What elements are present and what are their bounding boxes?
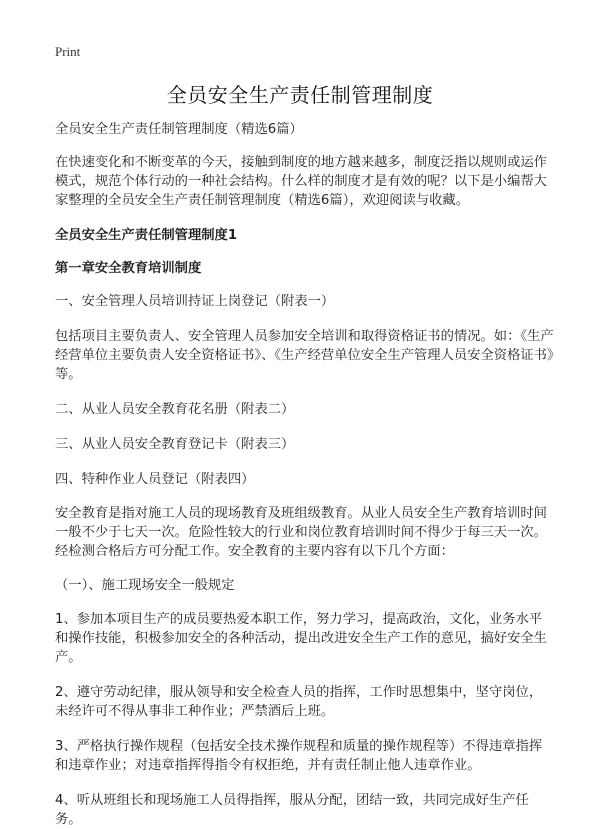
section-heading: 第一章安全教育培训制度 — [55, 261, 202, 276]
body-paragraph: 2、遵守劳动纪律，服从领导和安全检查人员的指挥，工作时思想集中，坚守岗位，未经许可不得从事非工种作业；严禁酒后上班。 — [55, 685, 543, 719]
document-body — [55, 120, 555, 829]
body-paragraph: 安全教育是指对施工人员的现场教育及班组级教育。从业人员安全生产教育培训时间一般不少于七天一次。危险性较大的行业和岗位教育培训时间不得少于每三天一次。经检测合格后方可分配工作。安全教育的主要内容有以下几个方面： — [55, 506, 547, 559]
print-link[interactable]: Print — [55, 44, 81, 59]
body-paragraph: 1、参加本项目生产的成员要热爱本职工作，努力学习，提高政治，文化，业务水平和操作技能，积极参加安全的各种活动，提出改进安全生产工作的意见，搞好安全生产。 — [55, 612, 547, 665]
body-paragraph: 全员安全生产责任制管理制度（精选6篇） — [55, 122, 303, 137]
body-paragraph: 在快速变化和不断变革的今天，接触到制度的地方越来越多，制度泛指以规则或运作模式，规范个体行动的一种社会结构。什么样的制度才是有效的呢？以下是小编帮大家整理的全员安全生产责任制管理制度（精选6篇），欢迎阅读与收藏。 — [55, 155, 547, 208]
document-title: 全员安全生产责任制管理制度 — [166, 83, 434, 107]
body-paragraph: 4、听从班组长和现场施工人员得指挥，服从分配，团结一致，共同完成好生产任务。 — [55, 793, 529, 827]
section-heading: 全员安全生产责任制管理制度1 — [55, 228, 238, 243]
body-paragraph: 包括项目主要负责人、安全管理人员参加安全培训和取得资格证书的情况。如：《生产经营单位主要负责人安全资格证书》、《生产经营单位安全生产管理人员安全资格证书》等。 — [55, 329, 554, 382]
body-paragraph: （一）、施工现场安全一般规定 — [55, 578, 235, 593]
body-paragraph: 一、安全管理人员培训持证上岗登记（附表一） — [55, 294, 335, 309]
body-paragraph: 3、严格执行操作规程（包括安全技术操作规程和质量的操作规程等）不得违章指挥和违章作业；对违章指挥得指令有权拒绝，并有责任制止他人违章作业。 — [55, 739, 543, 773]
body-paragraph: 三、从业人员安全教育登记卡（附表三） — [55, 437, 295, 452]
body-paragraph: 四、特种作业人员登记（附表四） — [55, 472, 255, 487]
body-paragraph: 二、从业人员安全教育花名册（附表二） — [55, 402, 295, 417]
